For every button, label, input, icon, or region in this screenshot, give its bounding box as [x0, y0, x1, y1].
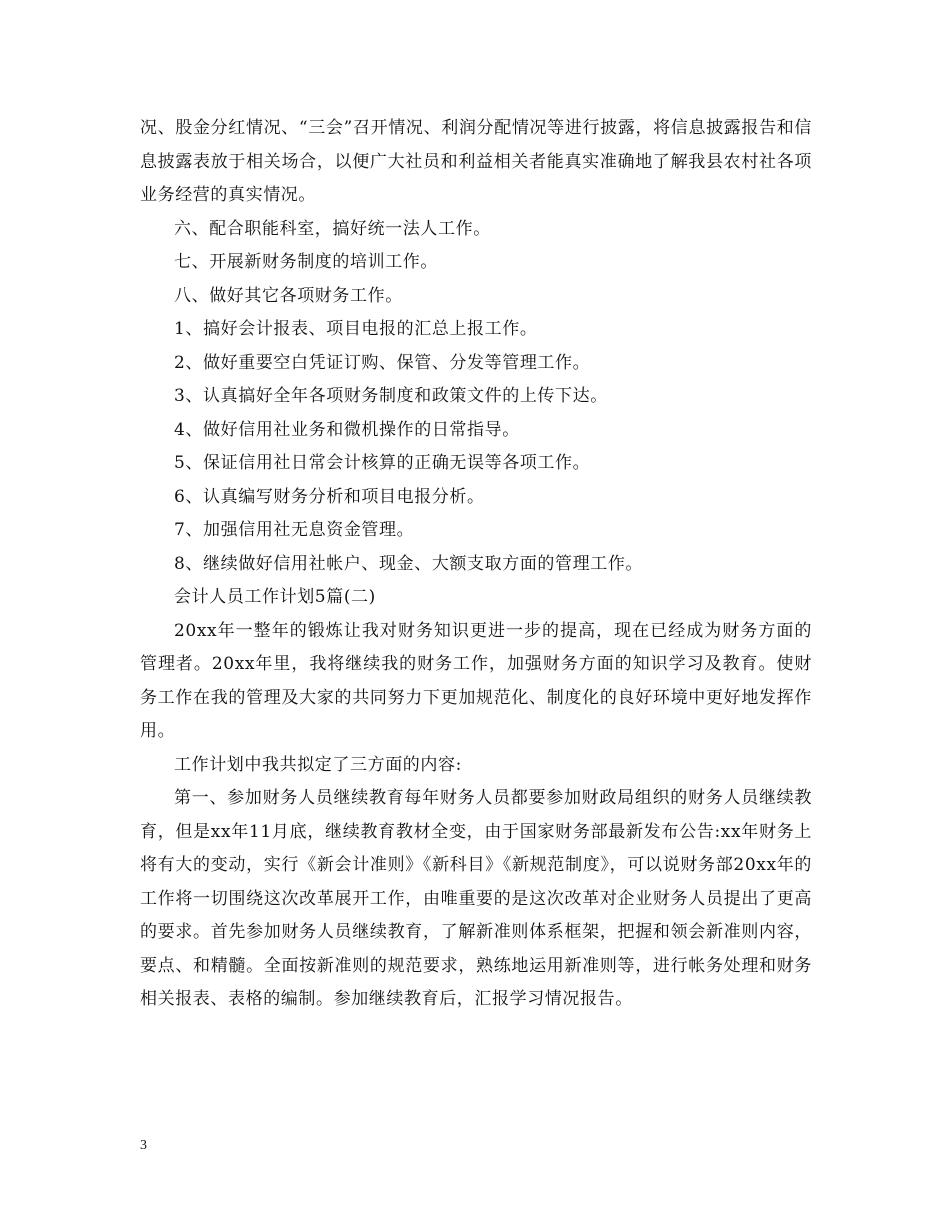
paragraph: 七、开展新财务制度的培训工作。: [174, 252, 438, 272]
paragraph: 1、搞好会计报表、项目电报的汇总上报工作。: [174, 319, 538, 339]
paragraph: 工作计划中我共拟定了三方面的内容:: [174, 754, 462, 775]
section-heading: 会计人员工作计划5篇(二): [174, 587, 376, 607]
paragraph: 3、认真搞好全年各项财务制度和政策文件的上传下达。: [174, 386, 608, 406]
paragraph: 2、做好重要空白凭证订购、保管、分发等管理工作。: [174, 352, 591, 373]
paragraph: 况、股金分红情况、“三会”召开情况、利润分配情况等进行披露，将信息披露报告和信息披露表放于相关场合，以便广大社员和利益相关者能真实准确地了解我县农村社各项业务经营的真实情况。: [140, 118, 812, 205]
paragraph: 6、认真编写财务分析和项目电报分析。: [174, 486, 485, 507]
page-number: 3: [140, 1138, 147, 1153]
paragraph: 八、做好其它各项财务工作。: [174, 285, 403, 306]
document-body: [140, 112, 812, 1017]
paragraph: 4、做好信用社业务和微机操作的日常指导。: [174, 419, 520, 440]
paragraph: 8、继续做好信用社帐户、现金、大额支取方面的管理工作。: [174, 553, 644, 574]
paragraph: 六、配合职能科室，搞好统一法人工作。: [174, 218, 491, 239]
paragraph: 5、保证信用社日常会计核算的正确无误等各项工作。: [174, 453, 591, 473]
paragraph: 20xx年一整年的锻炼让我对财务知识更进一步的提高，现在已经成为财务方面的管理者。20xx年里，我将继续我的财务工作，加强财务方面的知识学习及教育。使财务工作在我的管理及大家的共同努力下更加规范化、制度化的良好环境中更好地发挥作用。: [140, 620, 812, 741]
paragraph: 7、加强信用社无息资金管理。: [174, 520, 415, 540]
paragraph: 第一、参加财务人员继续教育每年财务人员都要参加财政局组织的财务人员继续教育，但是xx年11月底，继续教育教材全变，由于国家财务部最新发布公告:xx年财务上将有大的变动，实行《新会计准则》《新科目》《新规范制度》，可以说财务部20xx年的工作将一切围绕这次改革展开工作，由唯重要的是这次改革对企业财务人员提出了更高的要求。首先参加财务人员继续教育，了解新准则体系框架，把握和领会新准则内容，要点、和精髓。全面按新准则的规范要求，熟练地运用新准则等，进行帐务处理和财务相关报表、表格的编制。参加继续教育后，汇报学习情况报告。: [140, 788, 812, 1009]
